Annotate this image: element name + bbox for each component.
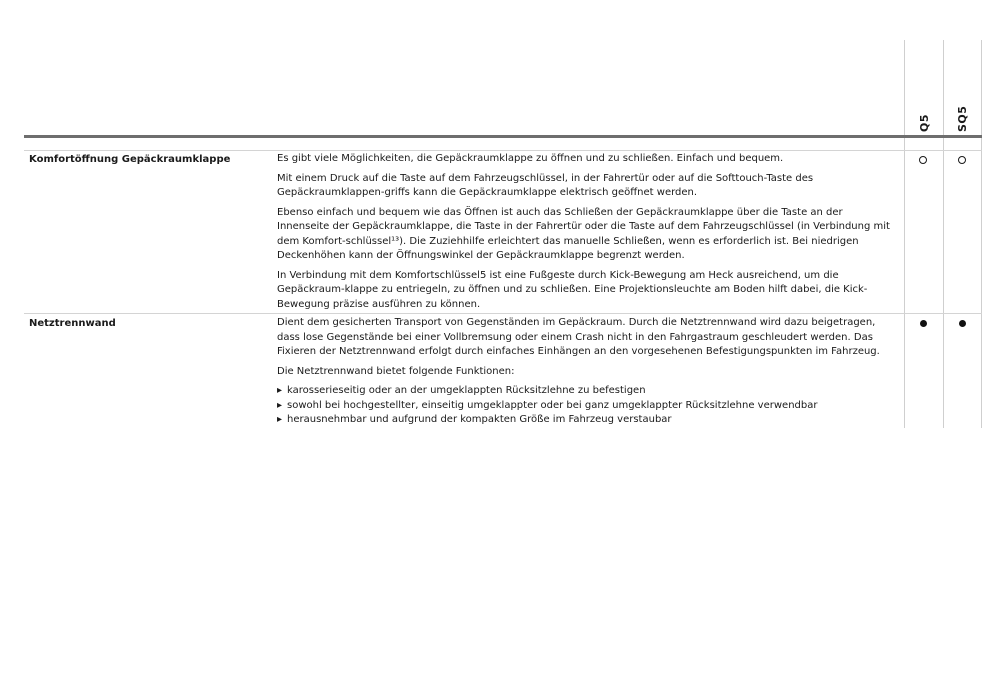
feature-description [277,316,892,428]
feature-name: Netztrennwand [29,318,116,329]
header-rule [24,135,982,138]
availability-standard-sq5 [959,320,966,327]
description-paragraph: In Verbindung mit dem Komfortschlüssel5 ist eine Fußgeste durch Kick-Bewegung am Heck ausreichend, um die Gepäckraum-klappe zu entriegeln, zu öffnen und zu schließen. Eine Projektionsleuchte am Boden hilft dabei, die Kick-Bewegung präzise ausführen zu können. [277,269,868,310]
description-paragraph: Es gibt viele Möglichkeiten, die Gepäckraumklappe zu öffnen und zu schließen. Einfach und bequem. [277,153,784,164]
function-list [277,384,892,428]
availability-standard-q5 [920,320,927,327]
availability-optional-sq5 [958,156,966,164]
feature-name: Komfortöffnung Gepäckraumklappe [29,154,231,165]
column-divider-sq5-right [981,40,982,428]
feature-description [277,152,892,317]
list-item: ▸ sowohl bei hochgestellter, einseitig umgeklappter oder bei ganz umgeklappter Rücksitzlehne verwendbar [277,399,892,414]
list-item: ▸ herausnehmbar und aufgrund der kompakten Größe im Fahrzeug verstaubar [277,413,892,428]
column-divider-q5-left [904,40,905,428]
description-paragraph: Mit einem Druck auf die Taste auf dem Fahrzeugschlüssel, in der Fahrertür oder auf die Softtouch-Taste des Gepäckraumklappen-griffs kann die Gepäckraumklappe elektrisch geöffnet werden. [277,172,814,198]
availability-optional-q5 [919,156,927,164]
description-paragraph: Die Netztrennwand bietet folgende Funktionen: [277,365,515,377]
list-item: ▸ karosserieseitig oder an der umgeklappten Rücksitzlehne zu befestigen [277,384,892,399]
description-paragraph: Ebenso einfach und bequem wie das Öffnen ist auch das Schließen der Gepäckraumklappe über die Taste an der Innenseite der Gepäckraumklappe, die Taste in der Fahrertür oder die Taste auf dem Fahrzeugschlüssel (in Verbindung mit dem Komfort-schlüssel¹³). Die Zuziehhilfe erleichtert das manuelle Schließen, wenn es erforderlich ist. Bei niedrigen Deckenhöhen kann der Öffnungswinkel der Gepäckraumklappe begrenzt werden. [277,206,890,261]
header-subrule [24,150,982,151]
description-paragraph: Dient dem gesicherten Transport von Gegenständen im Gepäckraum. Durch die Netztrennwand wird dazu beigetragen, dass lose Gegenstände bei einer Vollbremsung oder einem Crash nicht in den Fahrgastraum geschleudert werden. Das Fixieren der Netztrennwand erfolgt durch einfaches Einhängen an den vorgesehenen Befestigungspunkten im Fahrzeug. [277,317,880,357]
header-model-sq5: SQ5 [956,105,969,132]
row-divider [24,313,982,314]
header-model-q5: Q5 [918,113,931,132]
column-divider-sq5-left [943,40,944,428]
